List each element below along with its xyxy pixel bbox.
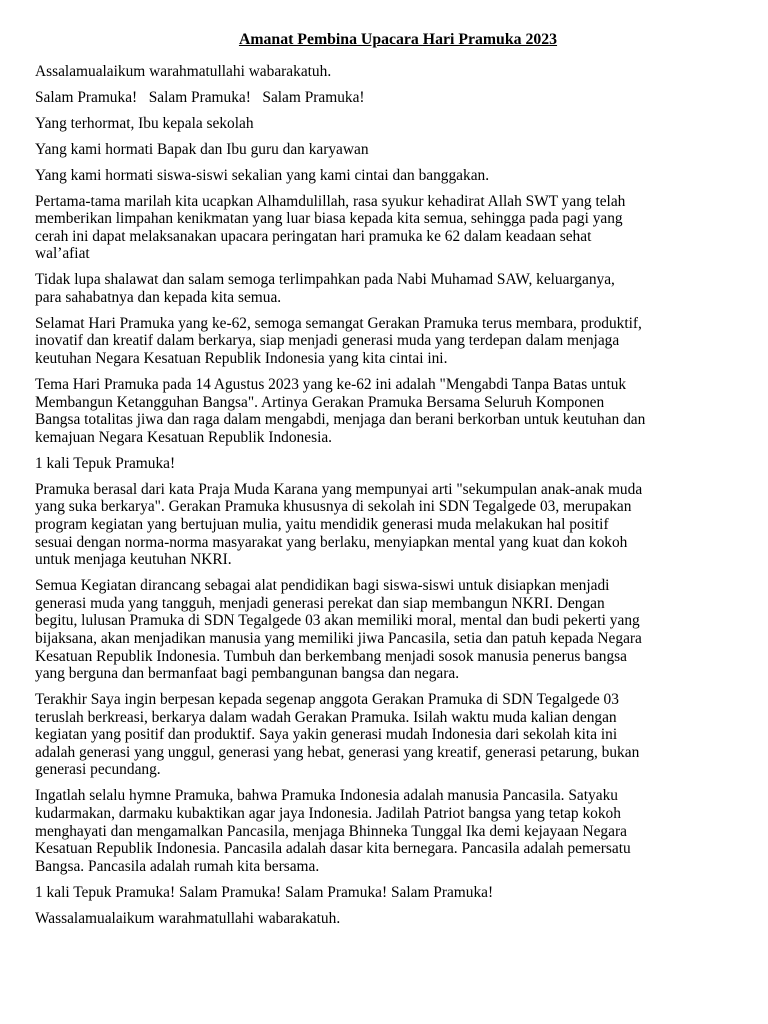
paragraph-line: sesuai dengan norma-norma masyarakat yang berlaku, menyiapkan mental yang kuat dan kokoh [35, 533, 628, 551]
paragraph-line: memberikan limpahan kenikmatan yang luar biasa kepada kita semua, sehingga pada pagi yang [35, 210, 623, 228]
paragraph-line: keutuhan Negara Kesatuan Republik Indonesia yang kita cintai ini. [35, 350, 448, 368]
paragraph-line: Wassalamualaikum warahmatullahi wabarakatuh. [35, 909, 341, 927]
paragraph-line: yang suka berkarya". Gerakan Pramuka khususnya di sekolah ini SDN Tegalgede 03, merupakan [35, 498, 632, 516]
paragraph-line: Salam Pramuka! Salam Pramuka! Salam Pramuka! [35, 88, 365, 106]
paragraph-line: Tidak lupa shalawat dan salam semoga terlimpahkan pada Nabi Muhamad SAW, keluarganya, [35, 271, 615, 289]
paragraph [35, 89, 745, 107]
paragraph-line: Bangsa totalitas jiwa dan raga dalam mengabdi, menjaga dan berani berkorban untuk keutuhan dan [35, 411, 646, 429]
paragraph [35, 376, 745, 446]
paragraph [35, 315, 745, 368]
paragraph-line: menghayati dan mengamalkan Pancasila, menjaga Bhinneka Tunggal Ika demi kejayaan Negara [35, 822, 627, 840]
paragraph-line: cerah ini dapat melaksanakan upacara peringatan hari pramuka ke 62 dalam keadaan sehat [35, 227, 592, 245]
paragraph-line: 1 kali Tepuk Pramuka! [35, 454, 176, 472]
paragraph [35, 884, 745, 902]
paragraph-line: Yang terhormat, Ibu kepala sekolah [35, 114, 254, 132]
paragraph [35, 63, 745, 81]
paragraph-line: Assalamualaikum warahmatullahi wabarakatuh. [35, 62, 332, 80]
paragraph-line: program kegiatan yang bertujuan mulia, yaitu mendidik generasi muda melakukan hal positif [35, 515, 609, 533]
paragraph-line: Semua Kegiatan dirancang sebagai alat pendidikan bagi siswa-siswi untuk disiapkan menjadi [35, 577, 610, 595]
paragraph-line: generasi pecundang. [35, 761, 161, 779]
paragraph-line: Pramuka berasal dari kata Praja Muda Karana yang mempunyai arti "sekumpulan anak-anak muda [35, 480, 643, 498]
paragraph-line: adalah generasi yang unggul, generasi yang hebat, generasi yang kreatif, generasi petarung, bukan [35, 743, 640, 761]
paragraph-line: kemajuan Negara Kesatuan Republik Indonesia. [35, 428, 333, 446]
paragraph-line: Yang kami hormati Bapak dan Ibu guru dan karyawan [35, 140, 369, 158]
paragraph-line: para sahabatnya dan kepada kita semua. [35, 288, 282, 306]
paragraph-line: Membangun Ketangguhan Bangsa". Artinya Gerakan Pramuka Bersama Seluruh Komponen [35, 393, 605, 411]
paragraph [35, 271, 745, 306]
paragraph-line: Bangsa. Pancasila adalah rumah kita bersama. [35, 857, 320, 875]
paragraph-line: Pertama-tama marilah kita ucapkan Alhamdulillah, rasa syukur kehadirat Allah SWT yang telah [35, 192, 626, 210]
paragraph-line: wal’afiat [35, 245, 90, 263]
paragraph-line: teruslah berkreasi, berkarya dalam wadah Gerakan Pramuka. Isilah waktu muda kalian dengan [35, 708, 617, 726]
paragraph-line: Kesatuan Republik Indonesia. Pancasila adalah dasar kita bernegara. Pancasila adalah pemersatu [35, 840, 631, 858]
paragraph-line: Terakhir Saya ingin berpesan kepada segenap anggota Gerakan Pramuka di SDN Tegalgede 03 [35, 691, 619, 709]
paragraph-line: Tema Hari Pramuka pada 14 Agustus 2023 yang ke-62 ini adalah "Mengabdi Tanpa Batas untuk [35, 376, 627, 394]
paragraph-line: inovatif dan kreatif dalam berkarya, siap menjadi generasi muda yang terdepan dalam menjaga [35, 332, 620, 350]
paragraph [35, 691, 745, 779]
paragraph [35, 167, 745, 185]
paragraph-line: Yang kami hormati siswa-siswi sekalian yang kami cintai dan banggakan. [35, 166, 490, 184]
document-title: Amanat Pembina Upacara Hari Pramuka 2023 [238, 31, 558, 48]
paragraph-line: generasi muda yang tangguh, menjadi generasi perekat dan siap membangun NKRI. Dengan [35, 594, 605, 612]
paragraph [35, 481, 745, 569]
paragraph [35, 577, 745, 683]
paragraph [35, 910, 745, 928]
paragraph [35, 193, 745, 263]
paragraph-line: kegiatan yang positif dan produktif. Saya yakin generasi mudah Indonesia dari sekolah kita ini [35, 726, 618, 744]
paragraph [35, 115, 745, 133]
paragraph-line: Kesatuan Republik Indonesia. Tumbuh dan berkembang menjadi sosok manusia penerus bangsa [35, 647, 628, 665]
paragraph [35, 787, 745, 875]
paragraph-line: Selamat Hari Pramuka yang ke-62, semoga semangat Gerakan Pramuka terus membara, produktif, [35, 314, 642, 332]
paragraph-line: untuk menjaga keutuhan NKRI. [35, 551, 232, 569]
paragraph [35, 141, 745, 159]
paragraph-line: 1 kali Tepuk Pramuka! Salam Pramuka! Salam Pramuka! Salam Pramuka! [35, 883, 494, 901]
paragraph-line: bijaksana, akan menjadikan manusia yang memiliki jiwa Pancasila, setia dan patuh kepada Negara [35, 629, 642, 647]
document-body [35, 63, 745, 928]
paragraph-line: kudarmakan, darmaku kubaktikan agar jaya Indonesia. Jadilah Patriot bangsa yang tetap kokoh [35, 805, 621, 823]
paragraph-line: begitu, lulusan Pramuka di SDN Tegalgede 03 akan memiliki moral, mental dan budi pekerti yang [35, 612, 640, 630]
document-page [35, 31, 745, 936]
paragraph-line: Ingatlah selalu hymne Pramuka, bahwa Pramuka Indonesia adalah manusia Pancasila. Satyaku [35, 787, 618, 805]
paragraph-line: yang berguna dan bermanfaat bagi pembangunan bangsa dan negara. [35, 665, 460, 683]
paragraph [35, 455, 745, 473]
